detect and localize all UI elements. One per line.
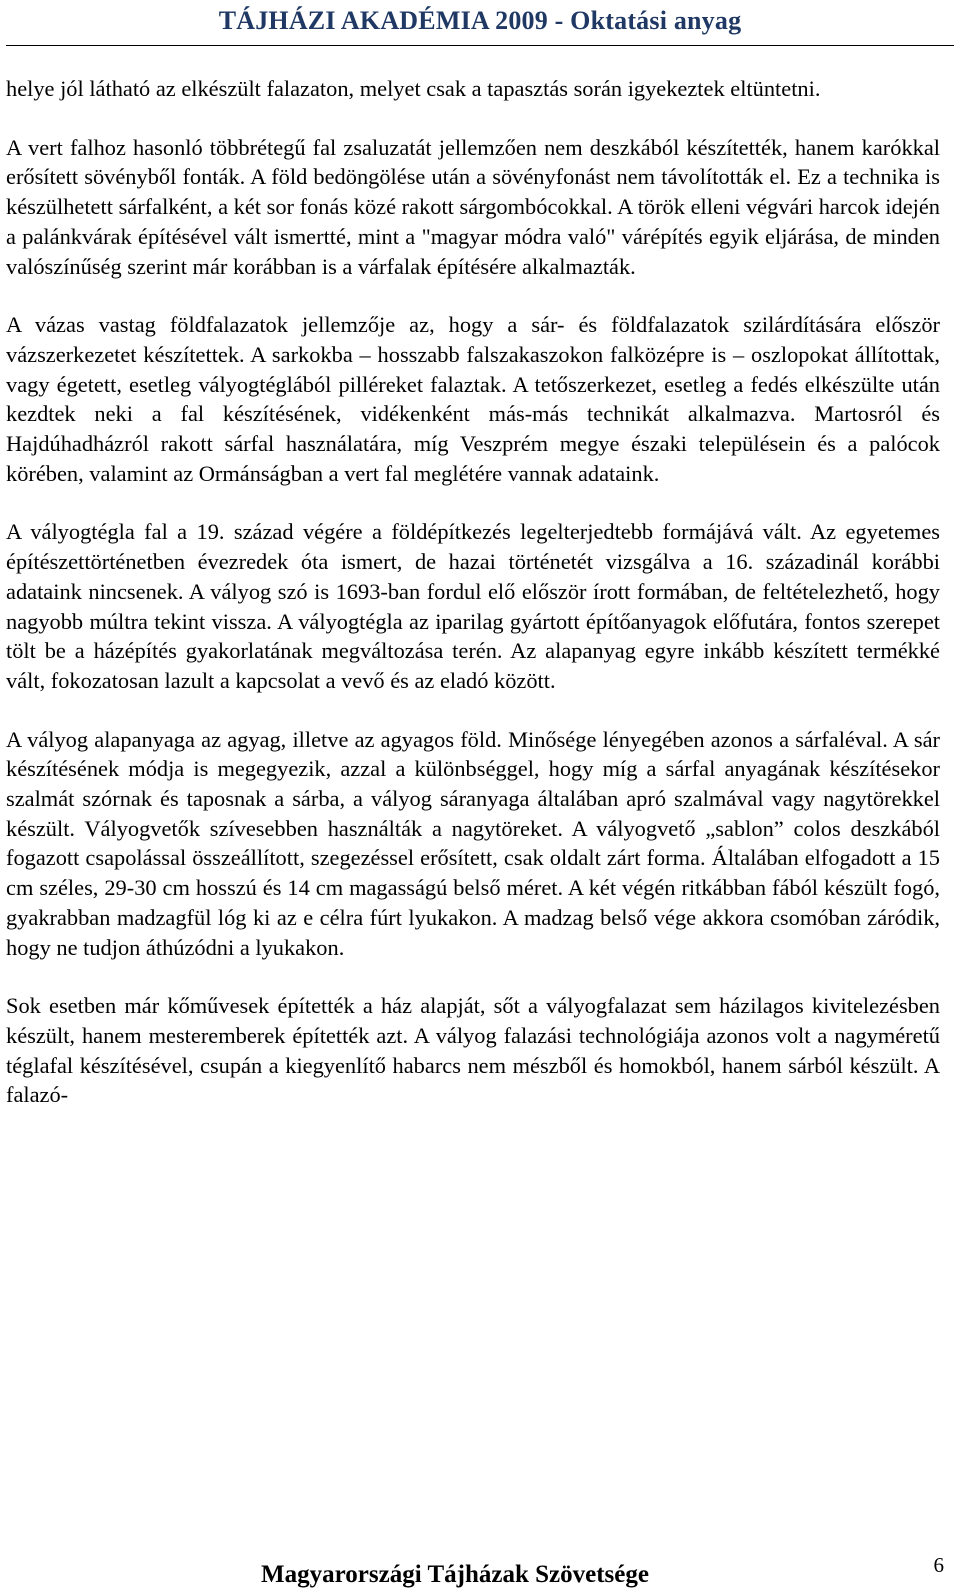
paragraph: helye jól látható az elkészült falazaton, melyet csak a tapasztás során igyekeztek eltüntetni.: [6, 76, 821, 101]
paragraph: A vert falhoz hasonló többrétegű fal zsaluzatát jellemzően nem deszkából készítették, hanem karókkal erősített sövényből fonták. A föld bedöngölése után a sövényfonást nem távolították el. Ez a technika is készülhetett sárfalként, a két sor fonás közé rakott sárgombócokkal. A török elleni végvári harcok idején a palánkvárak építésével vált ismertté, mint a "magyar módra való" várépítés egyik eljárása, de minden valószínűség szerint már korábban is a várfalak építésére alkalmazták.: [6, 134, 940, 279]
paragraph: A vázas vastag földfalazatok jellemzője az, hogy a sár- és földfalazatok szilárdítására először vázszerkezetet készítettek. A sarkokba – hosszabb falszakaszokon falközépre is – oszlopokat állítottak, vagy égetett, esetleg vályogtéglából pilléreket falaztak. A tetőszerkezet, esetleg a fedés elkészülte után kezdtek neki a fal készítésének, vidékenként más-más technikát alkalmazva. Martosról és Hajdúhadházról rakott sárfal használatára, míg Veszprém megye északi településein és a palócok körében, valamint az Ormánságban a vert fal meglétére vannak adataink.: [6, 312, 940, 486]
body-text: [6, 74, 940, 1139]
paragraph: Sok esetben már kőművesek építették a ház alapját, sőt a vályogfalazat sem házilagos kivitelezésben készült, hanem mesteremberek építették azt. A vályog falazási technológiája azonos volt a nagyméretű téglafal készítésével, csupán a kiegyenlítő habarcs nem mészből és homokból, hanem sárból készült. A falazó-: [6, 993, 940, 1108]
footer-organization: Magyarországi Tájházak Szövetsége: [261, 1561, 649, 1588]
header-divider: [6, 45, 954, 46]
page-header-title: TÁJHÁZI AKADÉMIA 2009 - Oktatási anyag: [218, 6, 742, 35]
page-number: 6: [933, 1553, 944, 1577]
paragraph: A vályogtégla fal a 19. század végére a földépítkezés legelterjedtebb formájává vált. Az egyetemes építészettörténetben évezredek óta ismert, de hazai történetét vizsgálva a 16. századinál korábbi adataink nincsenek. A vályog szó is 1693-ban fordul elő először írott formában, de feltételezhető, hogy nagyobb múltra tekint vissza. A vályogtégla az iparilag gyártott építőanyagok előfutára, fontos szerepet tölt be a házépítés gyakorlatának megváltozása terén. Az alapanyag egyre inkább készített termékké vált, fokozatosan lazult a kapcsolat a vevő és az eladó között.: [6, 519, 940, 693]
paragraph: A vályog alapanyaga az agyag, illetve az agyagos föld. Minősége lényegében azonos a sárfaléval. A sár készítésének módja is megegyezik, azzal a különbséggel, hogy míg a sárfal anyagának készítésekor szalmát szórnak és taposnak a sárba, a vályog sáranyaga általában apró szalmával vagy nagytörekkel készült. Vályogvetők szívesebben használták a nagytöreket. A vályogvető „sablon” colos deszkából fogazott csapolással összeállított, szegezéssel erősített, csak oldalt zárt forma. Általában elfogadott a 15 cm széles, 29-30 cm hosszú és 14 cm magasságú belső méret. A két végén ritkábban fából készült fogó, gyakrabban madzagfül lóg ki az e célra fúrt lyukakon. A madzag belső vége akkora csomóban záródik, hogy ne tudjon áthúzódni a lyukakon.: [6, 726, 940, 960]
